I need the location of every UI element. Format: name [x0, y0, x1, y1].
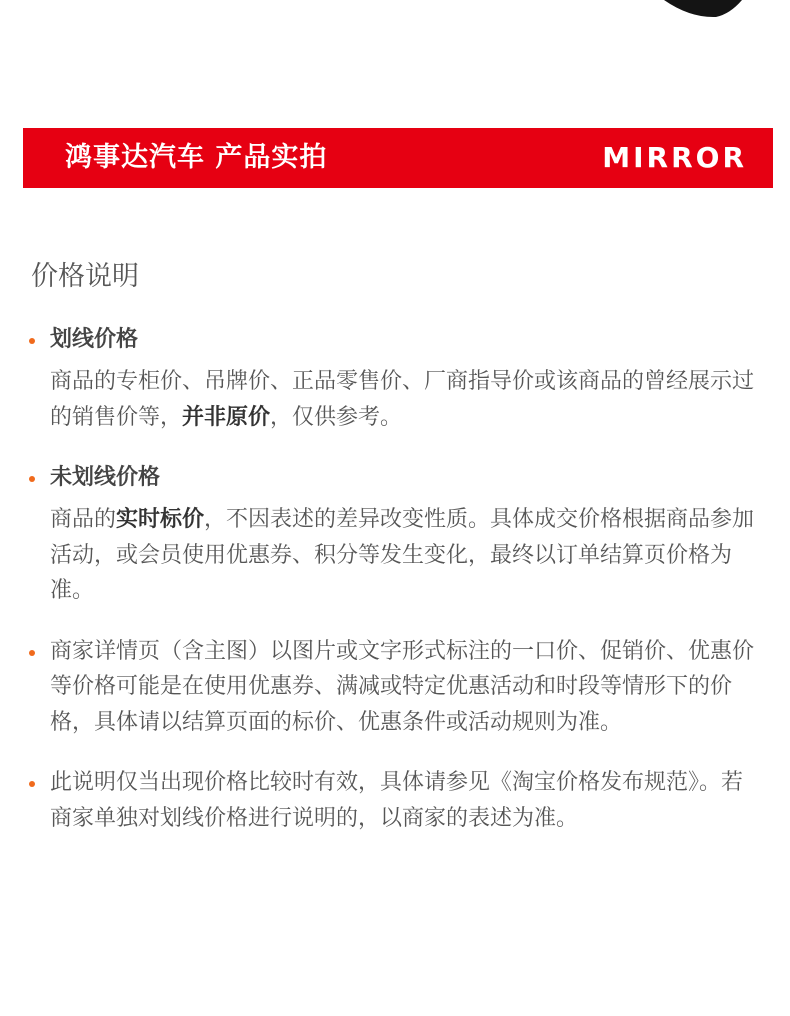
product-photo-fragment — [0, 0, 790, 30]
bullet-dot — [29, 476, 35, 482]
brand-banner — [23, 128, 773, 188]
banner-title: 鸿事达汽车 产品实拍 — [65, 142, 328, 173]
list-item — [0, 322, 790, 435]
section-title: 价格说明 — [31, 261, 139, 292]
item-body: 此说明仅当出现价格比较时有效，具体请参见《淘宝价格发布规范》。若商家单独对划线价格进行说明的，以商家的表述为准。 — [50, 770, 744, 831]
bullet-dot — [29, 650, 35, 656]
item-body: 商家详情页（含主图）以图片或文字形式标注的一口价、促销价、优惠价等价格可能是在使用优惠券、满减或特定优惠活动和时段等情形下的价格，具体请以结算页面的标价、优惠条件或活动规则为准。 — [50, 638, 755, 735]
item-body: 商品的实时标价，不因表述的差异改变性质。具体成交价格根据商品参加活动，或会员使用优惠券、积分等发生变化，最终以订单结算页价格为准。 — [50, 507, 755, 603]
item-heading: 划线价格 — [50, 327, 139, 352]
price-notes-list — [0, 322, 790, 861]
item-body: 商品的专柜价、吊牌价、正品零售价、厂商指导价或该商品的曾经展示过的销售价等，并非原价，仅供参考。 — [50, 369, 755, 430]
bullet-dot — [29, 338, 35, 344]
list-item — [0, 765, 790, 836]
item-heading: 未划线价格 — [50, 465, 161, 490]
bullet-dot — [29, 781, 35, 787]
list-item — [0, 460, 790, 609]
banner-tag: MIRROR — [602, 141, 747, 174]
list-item — [0, 634, 790, 741]
